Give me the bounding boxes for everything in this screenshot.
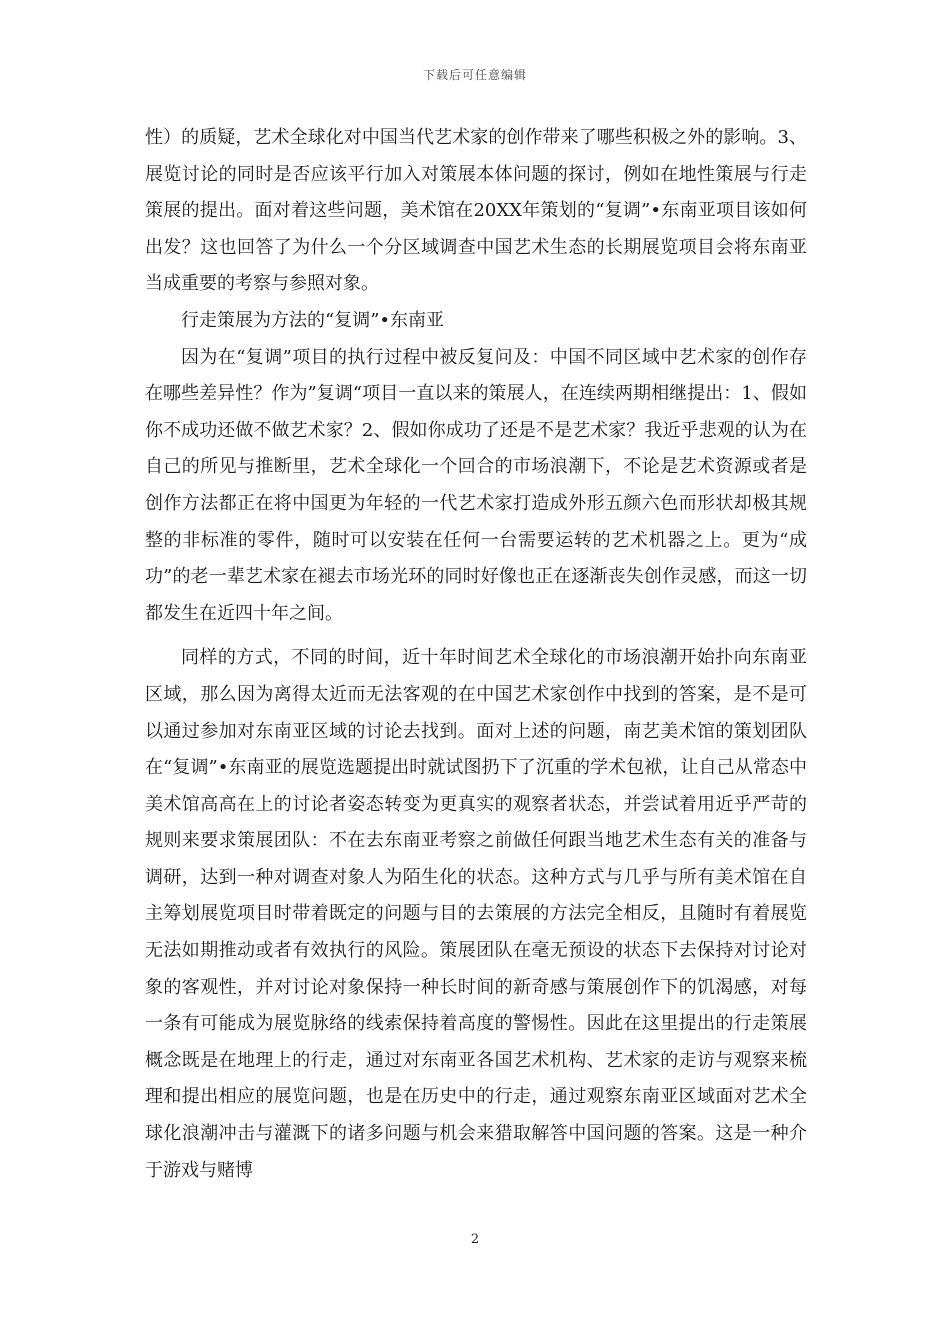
section-heading: 行走策展为方法的“复调”•东南亚 xyxy=(181,309,445,331)
page-header: 下载后可任意编辑 xyxy=(422,68,527,82)
paragraph: 因为在“复调”项目的执行过程中被反复问及：中国不同区域中艺术家的创作存在哪些差异性？作为”复调“项目一直以来的策展人，在连续两期相继提出：1、假如你不成功还做不做艺术家？2、假如你成功了还是不是艺术家？我近乎悲观的认为在自己的所见与推断里，艺术全球化一个回合的市场浪潮下，不论是艺术资源或者是创作方法都正在将中国更为年轻的一代艺术家打造成外形五颜六色而形状却极其规整的非标准的零件，随时可以安装在任何一台需要运转的艺术机器之上。更为“成功”的老一辈艺术家在褪去市场光环的同时好像也正在逐渐丧失创作灵感，而这一切都发生在近四十年之间。 xyxy=(145,346,807,624)
paragraph-continuation: 性）的质疑，艺术全球化对中国当代艺术家的创作带来了哪些积极之外的影响。3、展览讨论的同时是否应该平行加入对策展本体问题的探讨，例如在地性策展与行走策展的提出。面对着这些问题，美术馆在20XX年策划的“复调”•东南亚项目该如何出发？这也回答了为什么一个分区域调查中国艺术生态的长期展览项目会将东南亚当成重要的考察与参照对象。 xyxy=(145,127,807,295)
document-body xyxy=(145,120,807,1189)
paragraph: 同样的方式，不同的时间，近十年时间艺术全球化的市场浪潮开始扑向东南亚区域，那么因为离得太近而无法客观的在中国艺术家创作中找到的答案，是不是可以通过参加对东南亚区域的讨论去找到。面对上述的问题，南艺美术馆的策划团队在“复调”•东南亚的展览选题提出时就试图扔下了沉重的学术包袱，让自己从常态中美术馆高高在上的讨论者姿态转变为更真实的观察者状态，并尝试着用近乎严苛的规则来要求策展团队：不在去东南亚考察之前做任何跟当地艺术生态有关的准备与调研，达到一种对调查对象人为陌生化的状态。这种方式与几乎与所有美术馆在自主筹划展览项目时带着既定的问题与目的去策展的方法完全相反，且随时有着展览无法如期推动或者有效执行的风险。策展团队在毫无预设的状态下去保持对讨论对象的客观性，并对讨论对象保持一种长时间的新奇感与策展创作下的饥渴感，对每一条有可能成为展览脉络的线索保持着高度的警惕性。因此在这里提出的行走策展概念既是在地理上的行走，通过对东南亚各国艺术机构、艺术家的走访与观察来梳理和提出相应的展览问题，也是在历史中的行走，通过观察东南亚区域面对艺术全球化浪潮冲击与灌溉下的诸多问题与机会来猎取解答中国问题的答案。这是一种介于游戏与赌博 xyxy=(145,647,807,1181)
page-number: 2 xyxy=(470,1232,480,1247)
